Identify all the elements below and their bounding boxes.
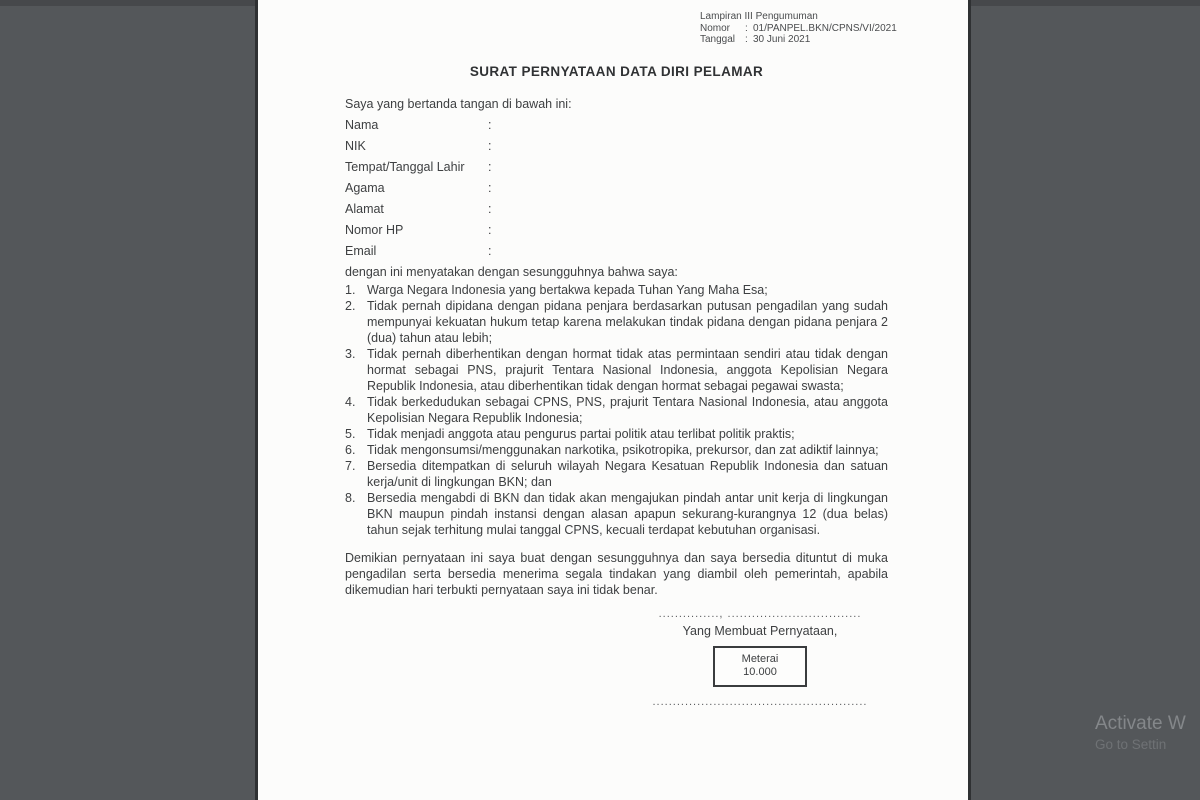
statement-text: Tidak berkedudukan sebagai CPNS, PNS, prajurit Tentara Nasional Indonesia, atau anggota Kepolisian Negara Republik Indonesia; [367,394,888,425]
meterai-value: 10.000 [743,665,777,678]
activation-watermark [1095,712,1186,753]
field-colon: : [488,180,492,195]
field-colon: : [488,243,492,258]
statement-text: Tidak pernah diberhentikan dengan hormat tidak atas permintaan sendiri atau tidak dengan hormat sebagai PNS, prajurit Tentara Nasional Indonesia, anggota Kepolisian Negara Republik Indonesia, atau diberhentikan tidak dengan hormat sebagai pegawai swasta; [367,346,888,393]
field-colon: : [488,159,492,174]
statement-number: 5. [345,426,356,441]
statement-number: 3. [345,346,356,361]
field-label: Agama [345,180,385,195]
statement-item [345,442,888,458]
field-label: Alamat [345,201,384,216]
statement-item [345,394,888,426]
letterhead-colon: : [745,34,748,45]
statement-text: Tidak mengonsumsi/menggunakan narkotika, psikotropika, prekursor, dan zat adiktif lainnya; [367,442,879,457]
statement-number: 4. [345,394,356,409]
field-label: Nama [345,117,379,132]
document-page [255,0,971,800]
field-colon: : [488,201,492,216]
field-row-email [345,241,888,262]
statement-number: 1. [345,282,356,297]
statement-text: Bersedia ditempatkan di seluruh wilayah Negara Kesatuan Republik Indonesia dan satuan kerja/unit di lingkungan BKN; dan [367,458,888,489]
document-title: SURAT PERNYATAAN DATA DIRI PELAMAR [469,63,764,79]
statement-text: Bersedia mengabdi di BKN dan tidak akan mengajukan pindah antar unit kerja di lingkungan BKN maupun pindah instansi dengan alasan apapun sekurang-kurangnya 12 (dua belas) tahun sejak terhitung mulai tanggal CPNS, kecuali terdapat kebutuhan organisasi. [367,490,888,537]
letterhead-value: 01/PANPEL.BKN/CPNS/VI/2021 [753,22,897,34]
meterai-stamp-box [713,646,807,687]
statement-number: 2. [345,298,356,313]
statement-item [345,346,888,394]
statement-item [345,282,888,298]
signature-heading: Yang Membuat Pernyataan, [682,623,838,638]
statement-item [345,458,888,490]
place-date-dotted-line: ..............., ................................. [658,607,862,620]
meterai-label: Meterai [741,652,779,665]
letterhead [700,11,897,46]
statement-number: 6. [345,442,356,457]
letterhead-colon: : [745,22,748,34]
closing-paragraph: Demikian pernyataan ini saya buat dengan sesungguhnya dan saya bersedia dituntut di muka pengadilan serta bersedia menerima segala tindakan yang diambil oleh pemerintah, apabila dikemudian hari terbukti pernyataan saya ini tidak benar. [345,550,888,597]
statement-item [345,426,888,442]
statement-item [345,298,888,346]
field-colon: : [488,117,492,132]
field-row-nik [345,136,888,157]
letterhead-value: 30 Juni 2021 [753,34,811,45]
watermark-line-1: Activate W [1095,713,1186,734]
letterhead-row-nomor [700,22,897,35]
signature-name-dotted-line: ..................................................... [652,695,868,708]
field-row-nama [345,115,888,136]
field-row-tempat-tanggal-lahir [345,157,888,178]
statements-list [345,282,888,538]
letterhead-label: Tanggal [700,34,736,45]
statement-text: Tidak menjadi anggota atau pengurus partai politik atau terlibat politik praktis; [367,426,795,441]
field-colon: : [488,222,492,237]
field-colon: : [488,138,492,153]
statement-number: 7. [345,458,356,473]
letterhead-row-tanggal [700,34,888,46]
field-label: Email [345,243,377,258]
field-row-alamat [345,199,888,220]
field-row-agama [345,178,888,199]
statement-text: Tidak pernah dipidana dengan pidana penjara berdasarkan putusan pengadilan yang sudah mempunyai kekuatan hukum tetap karena melakukan tindak pidana dengan pidana penjara 2 (dua) tahun atau lebih; [367,298,888,345]
field-row-nomor-hp [345,220,888,241]
field-label: NIK [345,138,366,153]
personal-data-fields [345,115,888,262]
signature-block [632,608,888,708]
letterhead-label: Nomor [700,22,731,34]
watermark-line-2: Go to Settin [1095,737,1167,752]
statement-number: 8. [345,490,356,505]
statement-intro: dengan ini menyatakan dengan sesungguhnya bahwa saya: [345,264,678,279]
intro-line: Saya yang bertanda tangan di bawah ini: [345,96,572,111]
field-label: Tempat/Tanggal Lahir [345,159,465,174]
field-label: Nomor HP [345,222,404,237]
letterhead-line: Lampiran III Pengumuman [700,11,818,22]
statement-item [345,490,888,538]
statement-text: Warga Negara Indonesia yang bertakwa kepada Tuhan Yang Maha Esa; [367,282,768,297]
